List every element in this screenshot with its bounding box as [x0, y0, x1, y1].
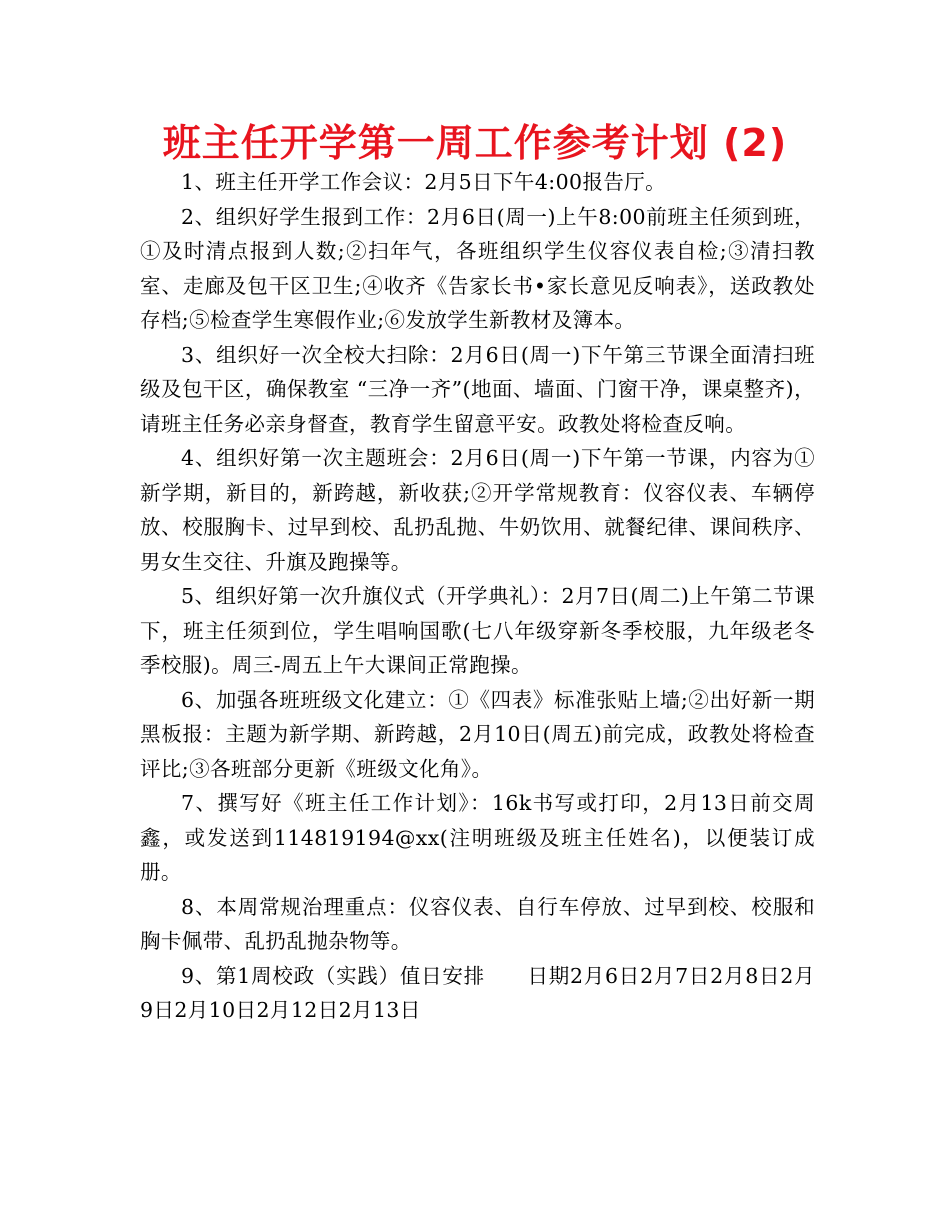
paragraph-5: 5、组织好第一次升旗仪式（开学典礼）：2月7日(周二)上午第二节课下，班主任须到位，学生唱响国歌(七八年级穿新冬季校服，九年级老冬季校服)。周三-周五上午大课间正常跑操。	[140, 584, 815, 677]
paragraph-4: 4、组织好第一次主题班会：2月6日(周一)下午第一节课，内容为①新学期，新目的，新跨越，新收获;②开学常规教育：仪容仪表、车辆停放、校服胸卡、过早到校、乱扔乱抛、牛奶饮用、就餐纪律、课间秩序、男女生交往、升旗及跑操等。	[140, 446, 815, 574]
paragraph-3: 3、组织好一次全校大扫除：2月6日(周一)下午第三节课全面清扫班级及包干区，确保教室 “三净一齐”(地面、墙面、门窗干净，课桌整齐)，请班主任务必亲身督查，教育学生留意平安。政教处将检查反响。	[140, 342, 815, 436]
paragraph-7: 7、撰写好《班主任工作计划》：16k书写或打印，2月13日前交周鑫，或发送到114819194@xx(注明班级及班主任姓名)，以便装订成册。	[140, 791, 815, 884]
paragraph-2: 2、组织好学生报到工作：2月6日(周一)上午8:00前班主任须到班，①及时清点报到人数;②扫年气，各班组织学生仪容仪表自检;③清扫教室、走廊及包干区卫生;④收齐《告家长书•家长意见反响表》，送政教处存档;⑤检查学生寒假作业;⑥发放学生新教材及簿本。	[140, 204, 815, 332]
paragraph-8: 8、本周常规治理重点：仪容仪表、自行车停放、过早到校、校服和胸卡佩带、乱扔乱抛杂物等。	[140, 894, 815, 953]
document-body	[140, 165, 815, 1028]
document-title: 班主任开学第一周工作参考计划 (2)	[162, 121, 788, 165]
paragraph-1: 1、班主任开学工作会议：2月5日下午4:00报告厅。	[181, 170, 667, 194]
paragraph-9: 9、第1周校政（实践）值日安排 日期2月6日2月7日2月8日2月9日2月10日2月12日2月13日	[140, 963, 815, 1022]
paragraph-6: 6、加强各班班级文化建立：①《四表》标准张贴上墙;②出好新一期黑板报：主题为新学期、新跨越，2月10日(周五)前完成，政教处将检查评比;③各班部分更新《班级文化角》。	[140, 687, 815, 781]
